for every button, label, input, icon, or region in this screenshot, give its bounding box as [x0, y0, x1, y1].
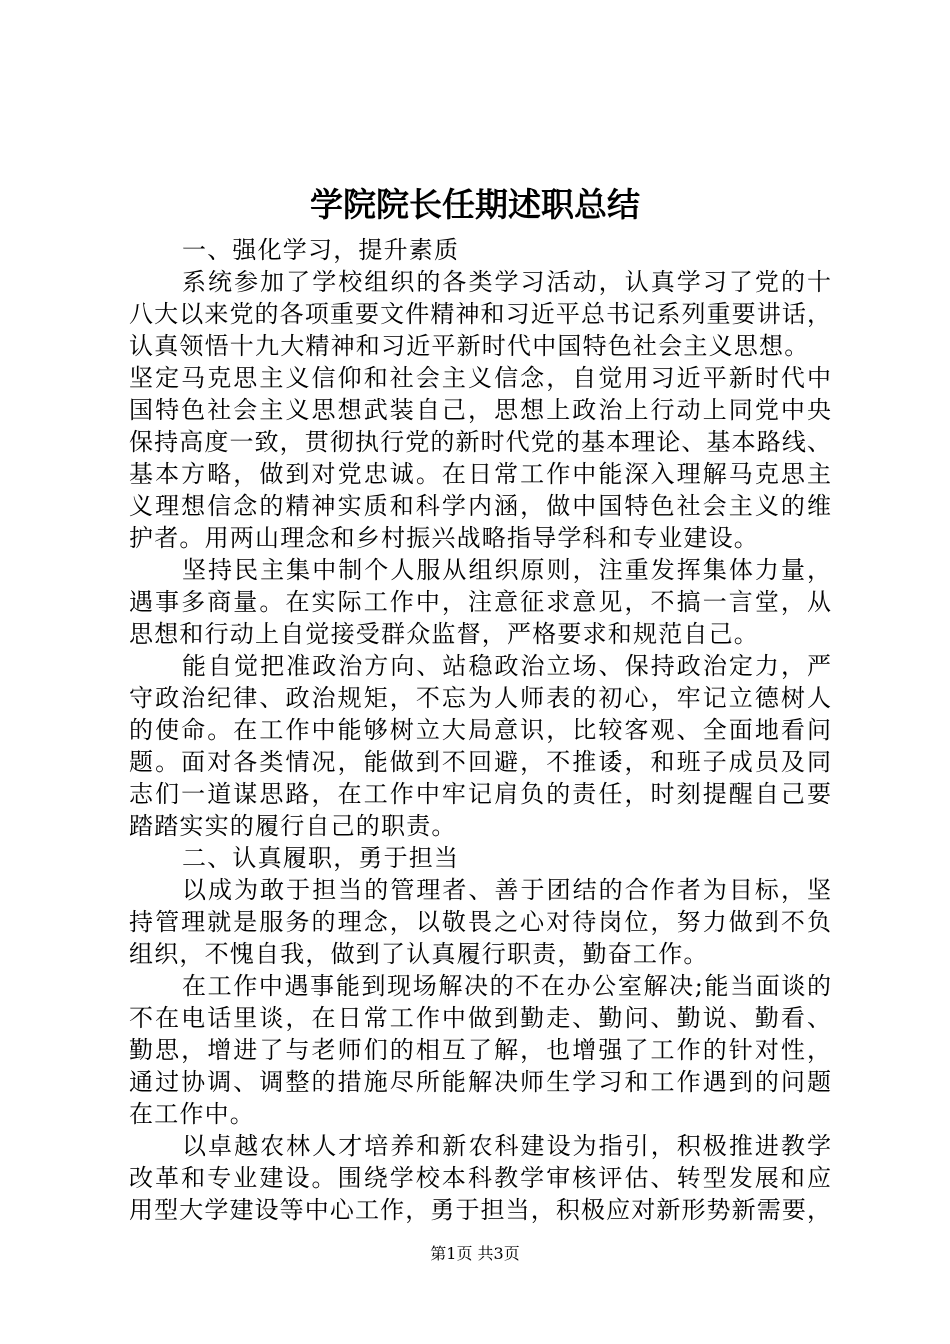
paragraph-line: 持管理就是服务的理念，以敬畏之心对待岗位，努力做到不负: [129, 908, 831, 936]
paragraph-line: 勤思，增进了与老师们的相互了解，也增强了工作的针对性，: [129, 1036, 831, 1064]
paragraph-line: 在工作中遇事能到现场解决的不在办公室解决;能当面谈的: [182, 972, 831, 1000]
paragraph-line: 基本方略，做到对党忠诚。在日常工作中能深入理解马克思主: [129, 460, 831, 488]
paragraph-line: 以成为敢于担当的管理者、善于团结的合作者为目标，坚: [182, 876, 831, 904]
paragraph-line: 的使命。在工作中能够树立大局意识，比较客观、全面地看问: [129, 716, 831, 744]
paragraph-line: 以卓越农林人才培养和新农科建设为指引，积极推进教学: [182, 1132, 831, 1160]
page-footer: 第1页 共3页: [430, 1244, 520, 1263]
paragraph-line: 通过协调、调整的措施尽所能解决师生学习和工作遇到的问题: [129, 1068, 831, 1096]
paragraph-line: 改革和专业建设。围绕学校本科教学审核评估、转型发展和应: [129, 1164, 831, 1192]
document-title: 学院院长任期述职总结: [310, 185, 640, 224]
document-body: [129, 234, 831, 1226]
paragraph-line: 认真领悟十九大精神和习近平新时代中国特色社会主义思想。: [129, 332, 810, 360]
paragraph-line: 坚持民主集中制个人服从组织原则，注重发挥集体力量，: [182, 556, 831, 584]
paragraph-line: 坚定马克思主义信仰和社会主义信念，自觉用习近平新时代中: [129, 364, 831, 392]
paragraph-line: 义理想信念的精神实质和科学内涵，做中国特色社会主义的维: [129, 492, 831, 520]
section-heading: 一、强化学习，提升素质: [182, 236, 460, 264]
paragraph-line: 用型大学建设等中心工作，勇于担当，积极应对新形势新需要，: [129, 1196, 831, 1224]
paragraph-line: 踏踏实实的履行自己的职责。: [129, 812, 457, 840]
paragraph-line: 保持高度一致，贯彻执行党的新时代党的基本理论、基本路线、: [129, 428, 831, 456]
paragraph-line: 护者。用两山理念和乡村振兴战略指导学科和专业建设。: [129, 524, 759, 552]
paragraph-line: 国特色社会主义思想武装自己，思想上政治上行动上同党中央: [129, 396, 831, 424]
paragraph-line: 题。面对各类情况，能做到不回避，不推诿，和班子成员及同: [129, 748, 831, 776]
paragraph-line: 不在电话里谈，在日常工作中做到勤走、勤问、勤说、勤看、: [129, 1004, 831, 1032]
paragraph-line: 遇事多商量。在实际工作中，注意征求意见，不搞一言堂，从: [129, 588, 831, 616]
paragraph-line: 思想和行动上自觉接受群众监督，严格要求和规范自己。: [129, 620, 759, 648]
paragraph-line: 八大以来党的各项重要文件精神和习近平总书记系列重要讲话，: [129, 300, 831, 328]
paragraph-line: 志们一道谋思路，在工作中牢记肩负的责任，时刻提醒自己要: [129, 780, 831, 808]
paragraph-line: 系统参加了学校组织的各类学习活动，认真学习了党的十: [182, 268, 831, 296]
paragraph-line: 在工作中。: [129, 1100, 255, 1128]
paragraph-line: 守政治纪律、政治规矩，不忘为人师表的初心，牢记立德树人: [129, 684, 831, 712]
paragraph-line: 组织，不愧自我，做到了认真履行职责，勤奋工作。: [129, 940, 709, 968]
paragraph-line: 能自觉把准政治方向、站稳政治立场、保持政治定力，严: [182, 652, 831, 680]
section-heading: 二、认真履职，勇于担当: [182, 844, 460, 872]
